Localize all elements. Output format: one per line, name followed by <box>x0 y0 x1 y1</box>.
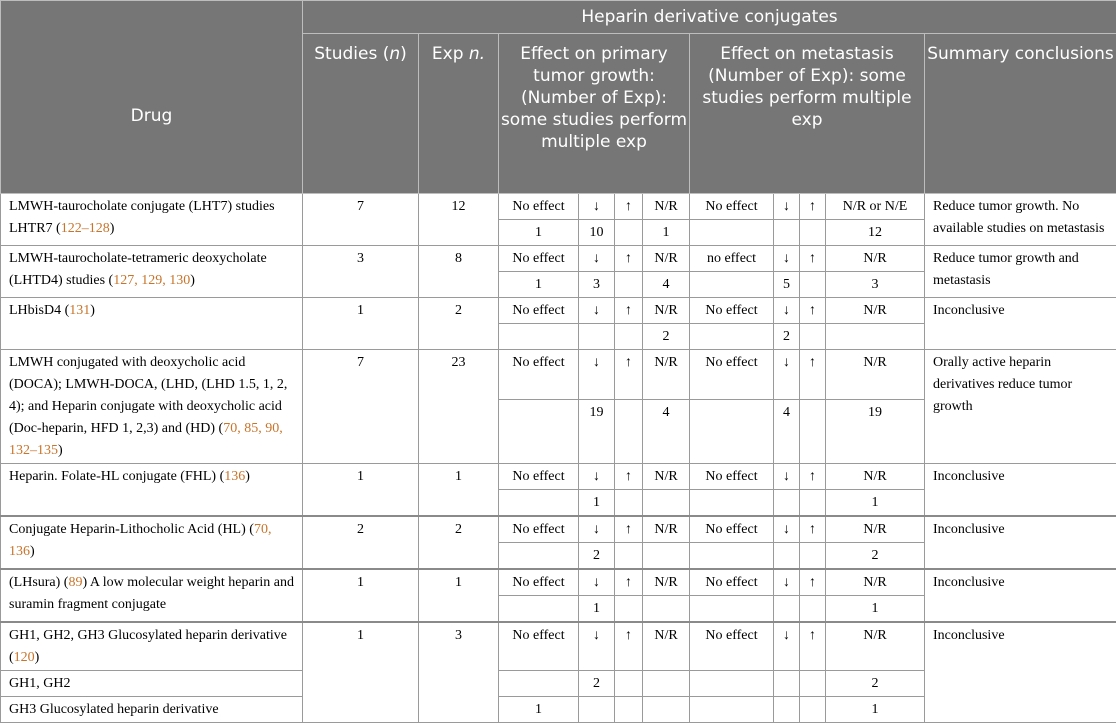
value-primary-no-effect <box>499 671 579 697</box>
label-not-reported: N/R <box>826 464 925 490</box>
label-decrease: ↓ <box>579 350 615 400</box>
value-primary-no-effect <box>499 400 579 464</box>
label-increase: ↑ <box>800 516 826 543</box>
value-primary-increase <box>615 596 643 623</box>
label-increase: ↑ <box>800 569 826 596</box>
value-primary-not-reported <box>643 697 690 723</box>
studies-cell: 1 <box>303 298 419 350</box>
value-metastasis-decrease <box>774 543 800 570</box>
label-not-reported: N/R <box>643 298 690 324</box>
value-primary-no-effect <box>499 324 579 350</box>
label-not-reported: N/R <box>826 298 925 324</box>
value-primary-decrease: 2 <box>579 671 615 697</box>
col-header-studies: Studies (n) <box>303 34 419 194</box>
value-metastasis-increase <box>800 596 826 623</box>
col-header-drug: Drug <box>1 1 303 194</box>
value-metastasis-increase <box>800 697 826 723</box>
value-primary-no-effect: 1 <box>499 220 579 246</box>
value-primary-not-reported <box>643 490 690 517</box>
value-metastasis-decrease: 2 <box>774 324 800 350</box>
label-increase: ↑ <box>615 298 643 324</box>
label-increase: ↑ <box>800 622 826 671</box>
exp-cell: 23 <box>419 350 499 464</box>
label-decrease: ↓ <box>579 298 615 324</box>
value-primary-not-reported <box>643 596 690 623</box>
label-not-reported: N/R <box>643 246 690 272</box>
value-primary-decrease: 3 <box>579 272 615 298</box>
value-primary-no-effect: 1 <box>499 697 579 723</box>
label-decrease: ↓ <box>579 622 615 671</box>
label-not-reported: N/R <box>826 516 925 543</box>
value-primary-no-effect <box>499 543 579 570</box>
summary-cell: Inconclusive <box>925 569 1116 622</box>
value-metastasis-increase <box>800 400 826 464</box>
value-metastasis-no-effect <box>690 400 774 464</box>
label-no-effect: No effect <box>499 569 579 596</box>
value-primary-increase <box>615 697 643 723</box>
col-header-group: Heparin derivative conjugates <box>303 1 1116 34</box>
label-increase: ↑ <box>615 516 643 543</box>
summary-cell: Reduce tumor growth. No available studies on metastasis <box>925 194 1116 246</box>
value-primary-not-reported <box>643 543 690 570</box>
studies-cell: 1 <box>303 622 419 723</box>
value-primary-increase <box>615 272 643 298</box>
reference-link[interactable]: 131 <box>69 303 91 318</box>
label-decrease: ↓ <box>579 516 615 543</box>
value-primary-not-reported: 2 <box>643 324 690 350</box>
label-decrease: ↓ <box>774 298 800 324</box>
reference-link[interactable]: 136 <box>224 469 246 484</box>
value-metastasis-decrease <box>774 596 800 623</box>
header-row-1 <box>1 1 1116 34</box>
table-row <box>1 350 1116 400</box>
label-no-effect: No effect <box>499 622 579 671</box>
label-increase: ↑ <box>800 194 826 220</box>
label-not-reported: N/R <box>826 350 925 400</box>
value-primary-increase <box>615 671 643 697</box>
label-not-reported: N/R <box>643 622 690 671</box>
reference-link[interactable]: 120 <box>13 650 35 665</box>
value-primary-decrease <box>579 324 615 350</box>
value-primary-increase <box>615 220 643 246</box>
value-primary-increase <box>615 543 643 570</box>
label-no-effect: No effect <box>499 516 579 543</box>
label-decrease: ↓ <box>579 194 615 220</box>
exp-cell: 1 <box>419 569 499 622</box>
label-not-reported: N/R <box>643 194 690 220</box>
value-primary-not-reported: 1 <box>643 220 690 246</box>
label-increase: ↑ <box>615 350 643 400</box>
label-increase: ↑ <box>800 350 826 400</box>
studies-cell: 3 <box>303 246 419 298</box>
label-decrease: ↓ <box>774 246 800 272</box>
col-header-metastasis: Effect on metastasis (Number of Exp): some studies perform multiple exp <box>690 34 925 194</box>
label-not-reported: N/R <box>826 246 925 272</box>
label-not-reported: N/R <box>643 350 690 400</box>
label-increase: ↑ <box>615 622 643 671</box>
label-increase: ↑ <box>800 298 826 324</box>
value-metastasis-no-effect <box>690 543 774 570</box>
studies-cell: 2 <box>303 516 419 569</box>
label-decrease: ↓ <box>774 464 800 490</box>
label-increase: ↑ <box>615 246 643 272</box>
value-metastasis-increase <box>800 324 826 350</box>
label-increase: ↑ <box>615 464 643 490</box>
value-metastasis-no-effect <box>690 671 774 697</box>
value-primary-increase <box>615 400 643 464</box>
value-primary-not-reported <box>643 671 690 697</box>
value-metastasis-no-effect <box>690 697 774 723</box>
drug-cell: LMWH-taurocholate conjugate (LHT7) studies LHTR7 (122–128) <box>1 194 303 246</box>
label-decrease: ↓ <box>579 569 615 596</box>
drug-cell: LMWH conjugated with deoxycholic acid (DOCA); LMWH-DOCA, (LHD, (LHD 1.5, 1, 2, 4); and Heparin conjugate with deoxycholic acid (Doc-heparin, HFD 1, 2,3) and (HD) (70, 85, 90, 132–135) <box>1 350 303 464</box>
reference-link[interactable]: 70, 136 <box>9 522 272 559</box>
table-row <box>1 464 1116 490</box>
exp-cell: 2 <box>419 516 499 569</box>
col-header-summary: Summary conclusions <box>925 34 1116 194</box>
reference-link[interactable]: 127, 129, 130 <box>113 273 191 288</box>
label-no-effect: No effect <box>690 350 774 400</box>
value-metastasis-increase <box>800 543 826 570</box>
label-not-reported: N/R <box>826 569 925 596</box>
value-metastasis-not-reported: 19 <box>826 400 925 464</box>
value-primary-not-reported: 4 <box>643 400 690 464</box>
label-not-reported: N/R <box>643 569 690 596</box>
exp-cell: 1 <box>419 464 499 517</box>
value-primary-decrease <box>579 697 615 723</box>
value-metastasis-increase <box>800 490 826 517</box>
value-primary-no-effect <box>499 596 579 623</box>
value-primary-decrease: 1 <box>579 490 615 517</box>
value-metastasis-no-effect <box>690 272 774 298</box>
value-metastasis-decrease <box>774 671 800 697</box>
label-decrease: ↓ <box>774 569 800 596</box>
exp-cell: 12 <box>419 194 499 246</box>
studies-cell: 7 <box>303 194 419 246</box>
drug-cell: Heparin. Folate-HL conjugate (FHL) (136) <box>1 464 303 517</box>
value-metastasis-not-reported <box>826 324 925 350</box>
value-metastasis-no-effect <box>690 490 774 517</box>
value-metastasis-not-reported: 1 <box>826 596 925 623</box>
summary-cell: Inconclusive <box>925 464 1116 517</box>
exp-cell: 8 <box>419 246 499 298</box>
label-decrease: ↓ <box>774 622 800 671</box>
reference-link[interactable]: 122–128 <box>60 221 110 236</box>
value-metastasis-decrease <box>774 490 800 517</box>
value-metastasis-no-effect <box>690 596 774 623</box>
value-primary-increase <box>615 324 643 350</box>
label-no-effect: No effect <box>499 246 579 272</box>
drug-sub-label: GH1, GH2 <box>1 671 303 697</box>
value-primary-decrease: 19 <box>579 400 615 464</box>
col-header-exp: Exp n. <box>419 34 499 194</box>
studies-cell: 1 <box>303 464 419 517</box>
drug-cell: Conjugate Heparin-Lithocholic Acid (HL) (70, 136) <box>1 516 303 569</box>
label-decrease: ↓ <box>774 194 800 220</box>
reference-link[interactable]: 70, 85, 90, 132–135 <box>9 421 283 458</box>
table-row <box>1 246 1116 272</box>
reference-link[interactable]: 89 <box>68 575 83 590</box>
value-metastasis-decrease: 4 <box>774 400 800 464</box>
label-not-reported: N/R <box>643 464 690 490</box>
label-decrease: ↓ <box>774 516 800 543</box>
value-primary-not-reported: 4 <box>643 272 690 298</box>
drug-cell: LHbisD4 (131) <box>1 298 303 350</box>
table-row <box>1 622 1116 671</box>
label-decrease: ↓ <box>579 464 615 490</box>
value-metastasis-not-reported: 2 <box>826 543 925 570</box>
summary-cell: Orally active heparin derivatives reduce tumor growth <box>925 350 1116 464</box>
table-row <box>1 569 1116 596</box>
label-no-effect: No effect <box>499 464 579 490</box>
exp-cell: 3 <box>419 622 499 723</box>
value-primary-no-effect <box>499 490 579 517</box>
value-metastasis-increase <box>800 671 826 697</box>
value-metastasis-not-reported: 1 <box>826 697 925 723</box>
label-no-effect: No effect <box>499 194 579 220</box>
label-no-effect: No effect <box>690 464 774 490</box>
studies-cell: 1 <box>303 569 419 622</box>
summary-cell: Inconclusive <box>925 622 1116 723</box>
label-no-effect: No effect <box>690 298 774 324</box>
drug-cell: LMWH-taurocholate-tetrameric deoxycholate (LHTD4) studies (127, 129, 130) <box>1 246 303 298</box>
value-metastasis-decrease <box>774 697 800 723</box>
drug-sub-label: GH3 Glucosylated heparin derivative <box>1 697 303 723</box>
value-metastasis-not-reported: 1 <box>826 490 925 517</box>
value-metastasis-no-effect <box>690 220 774 246</box>
drug-cell: GH1, GH2, GH3 Glucosylated heparin derivative (120) <box>1 622 303 671</box>
label-increase: ↑ <box>615 194 643 220</box>
value-metastasis-not-reported: 2 <box>826 671 925 697</box>
table-row <box>1 516 1116 543</box>
table-row <box>1 194 1116 220</box>
value-primary-decrease: 2 <box>579 543 615 570</box>
value-primary-decrease: 1 <box>579 596 615 623</box>
summary-cell: Inconclusive <box>925 298 1116 350</box>
label-decrease: ↓ <box>579 246 615 272</box>
label-no-effect: No effect <box>690 569 774 596</box>
table-row <box>1 298 1116 324</box>
value-metastasis-not-reported: 3 <box>826 272 925 298</box>
value-metastasis-no-effect <box>690 324 774 350</box>
label-no-effect: No effect <box>690 622 774 671</box>
label-no-effect: No effect <box>690 194 774 220</box>
label-increase: ↑ <box>615 569 643 596</box>
value-primary-no-effect: 1 <box>499 272 579 298</box>
col-header-primary: Effect on primary tumor growth: (Number of Exp): some studies perform multiple exp <box>499 34 690 194</box>
label-increase: ↑ <box>800 246 826 272</box>
value-metastasis-decrease: 5 <box>774 272 800 298</box>
label-not-reported: N/R or N/E <box>826 194 925 220</box>
label-increase: ↑ <box>800 464 826 490</box>
value-metastasis-increase <box>800 220 826 246</box>
label-no-effect: No effect <box>690 516 774 543</box>
value-metastasis-increase <box>800 272 826 298</box>
value-primary-decrease: 10 <box>579 220 615 246</box>
label-no-effect: no effect <box>690 246 774 272</box>
summary-cell: Reduce tumor growth and metastasis <box>925 246 1116 298</box>
summary-cell: Inconclusive <box>925 516 1116 569</box>
label-decrease: ↓ <box>774 350 800 400</box>
label-no-effect: No effect <box>499 298 579 324</box>
label-not-reported: N/R <box>826 622 925 671</box>
exp-cell: 2 <box>419 298 499 350</box>
drug-cell: (LHsura) (89) A low molecular weight heparin and suramin fragment conjugate <box>1 569 303 622</box>
label-no-effect: No effect <box>499 350 579 400</box>
studies-cell: 7 <box>303 350 419 464</box>
label-not-reported: N/R <box>643 516 690 543</box>
value-primary-increase <box>615 490 643 517</box>
value-metastasis-not-reported: 12 <box>826 220 925 246</box>
value-metastasis-decrease <box>774 220 800 246</box>
